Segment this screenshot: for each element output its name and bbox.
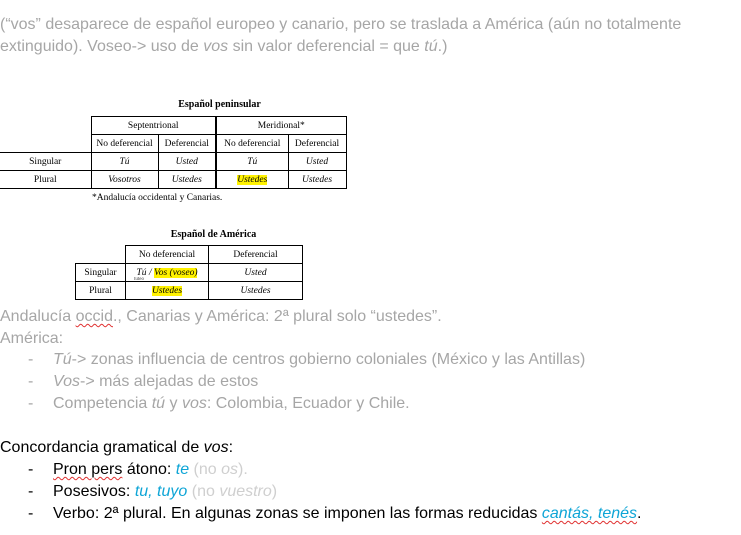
peninsular-cell: Ustedes	[288, 171, 346, 189]
peninsular-footnote: *Andalucía occidental y Canarias.	[92, 193, 223, 203]
bullet-dash: -	[28, 505, 34, 522]
peninsular-row-plural: Plural	[0, 171, 91, 189]
conc-c1-a: Pron pers	[53, 461, 123, 478]
america-corner	[76, 246, 126, 264]
intro-line-1	[0, 14, 681, 36]
conc-c2-tu: tu, tuyo	[134, 483, 188, 500]
note-b3-c: : Colombia, Ecuador y Chile.	[206, 395, 410, 412]
note-bullet-3	[0, 393, 741, 415]
bullet-dash: -	[28, 461, 34, 478]
note-america: América:	[0, 330, 64, 347]
conc-c1-paren-a: (no	[189, 461, 222, 478]
america-cell-plur-def: Ustedes	[209, 282, 303, 300]
america-row-singular: Singular	[76, 264, 126, 282]
intro-text-2a: extinguido). Voseo-> uso de	[0, 38, 204, 55]
america-title: Español de América	[170, 229, 257, 240]
america-cell-plur-nodef	[126, 282, 209, 300]
highlight-ustedes-america: Ustedes	[151, 285, 183, 296]
conc-c1-te: te	[175, 461, 190, 478]
note-andalucia-b: ., Canarias y América: 2ª plural solo “ustedes”.	[112, 308, 442, 325]
note-b3-b: y	[165, 395, 182, 412]
note-b3-a: Competencia	[53, 395, 152, 412]
intro-text-1: (“vos” desaparece de español europeo y canario, pero se traslada a América (aún no totalmente	[0, 16, 682, 33]
highlight-ustedes: Ustedes	[237, 174, 268, 185]
america-slash: /	[146, 267, 154, 278]
note-b1-rest: -> zonas influencia de centros gobierno coloniales (México y las Antillas)	[71, 351, 586, 368]
peninsular-cell: Tú	[216, 153, 288, 171]
note-andalucia	[0, 306, 442, 328]
conc-c2-paren-b: )	[271, 483, 278, 500]
conc-c3-a: Verbo: 2ª plural. En algunas zonas se imponen las formas reducidas	[53, 505, 542, 522]
conc-c1-os: os	[221, 461, 239, 478]
note-occid: occid	[75, 308, 113, 325]
america-table	[75, 245, 303, 300]
peninsular-row-singular: Singular	[0, 153, 91, 171]
bullet-dash: -	[28, 483, 34, 500]
concordancia-title-b: :	[228, 439, 234, 456]
peninsular-group-sept: Septentrional	[91, 117, 216, 135]
peninsular-cell: Usted	[288, 153, 346, 171]
note-b2-rest: -> más alejadas de estos	[79, 373, 259, 390]
bullet-dash: -	[28, 395, 34, 412]
peninsular-table	[0, 116, 347, 189]
intro-text-2b: sin valor deferencial = que	[228, 38, 425, 55]
concordancia-bullet-2	[0, 481, 741, 503]
peninsular-col-nodef-2: No deferencial	[216, 135, 288, 153]
highlight-vos: Vos (voseo)	[153, 267, 198, 278]
concordancia-title	[0, 437, 233, 459]
peninsular-col-nodef-1: No deferencial	[91, 135, 158, 153]
conc-c3-b: .	[637, 505, 642, 522]
intro-tu: tú	[424, 38, 438, 55]
concordancia-bullet-3	[0, 503, 741, 525]
peninsular-corner-2	[0, 135, 91, 153]
peninsular-cell: Tú	[91, 153, 158, 171]
bullet-dash: -	[28, 351, 34, 368]
america-row-plural: Plural	[76, 282, 126, 300]
note-b2-vos: Vos	[53, 373, 80, 390]
intro-vos: vos	[203, 38, 229, 55]
conc-c2-vuestro: vuestro	[219, 483, 272, 500]
concordancia-title-a: Concordancia gramatical de	[0, 439, 204, 456]
america-col-def: Deferencial	[209, 246, 303, 264]
peninsular-col-def-1: Deferencial	[158, 135, 216, 153]
bullet-dash: -	[28, 373, 34, 390]
conc-c2-a: Posesivos:	[53, 483, 135, 500]
peninsular-cell: Ustedes	[158, 171, 216, 189]
peninsular-corner	[0, 117, 91, 135]
peninsular-cell: Usted	[158, 153, 216, 171]
america-tuteo-label: tuteo	[134, 277, 144, 282]
note-andalucia-a: Andalucía	[0, 308, 76, 325]
note-bullet-2	[0, 371, 741, 393]
note-bullet-1	[0, 349, 741, 371]
peninsular-cell-highlight	[216, 171, 288, 189]
america-col-nodef: No deferencial	[126, 246, 209, 264]
peninsular-title: Español peninsular	[178, 99, 261, 110]
america-cell-sing-nodef	[126, 264, 209, 282]
note-b3-tu: tú	[151, 395, 166, 412]
note-b1-tu: Tú	[53, 351, 72, 368]
conc-c2-paren-a: (no	[187, 483, 220, 500]
concordancia-bullet-1	[0, 459, 741, 481]
conc-c3-forms: cantás, tenés	[541, 505, 638, 522]
america-cell-sing-def: Usted	[209, 264, 303, 282]
conc-c1-b: átono:	[122, 461, 176, 478]
intro-line-2	[0, 36, 447, 58]
intro-text-2c: .)	[437, 38, 448, 55]
peninsular-cell: Vosotros	[91, 171, 158, 189]
peninsular-group-mer: Meridional*	[216, 117, 346, 135]
concordancia-title-vos: vos	[203, 439, 229, 456]
america-tu: Tú	[136, 267, 147, 278]
conc-c1-paren-b: ).	[238, 461, 248, 478]
note-b3-vos: vos	[181, 395, 207, 412]
peninsular-col-def-2: Deferencial	[288, 135, 346, 153]
